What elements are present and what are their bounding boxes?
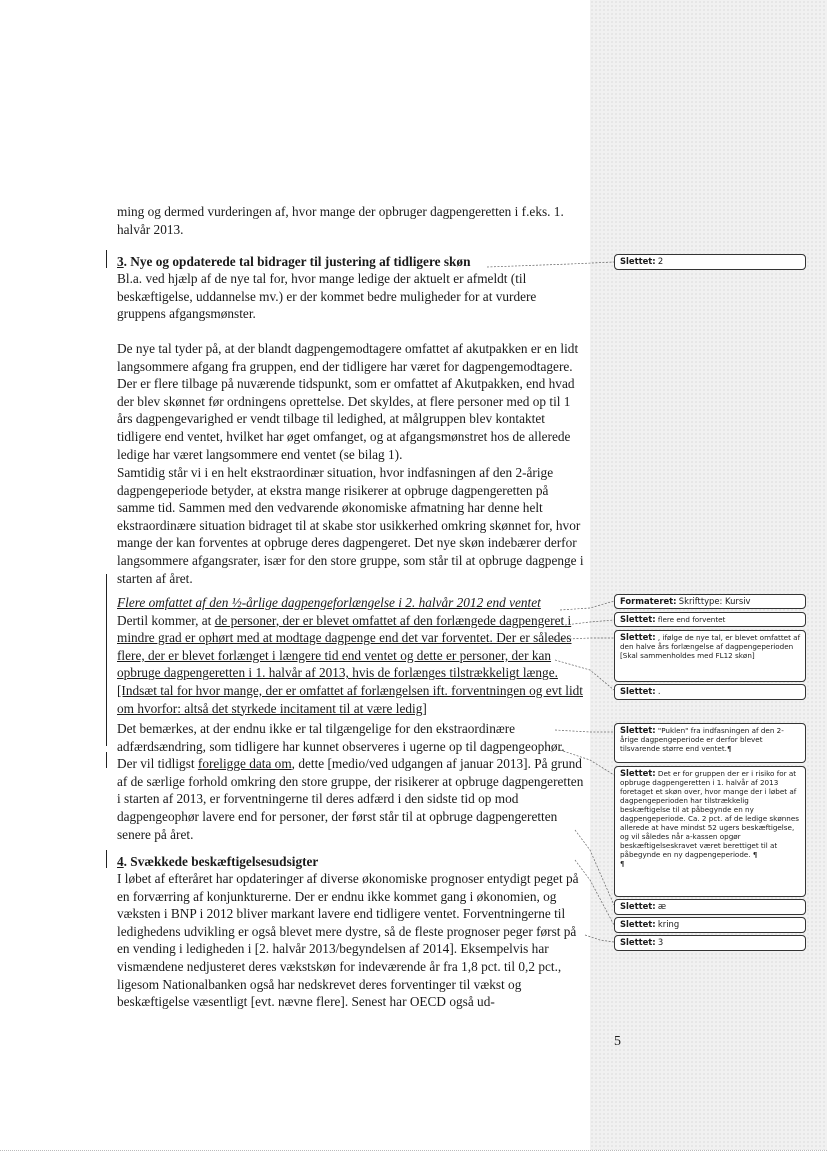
comment-balloon[interactable]: Slettet: flere end forventet: [614, 612, 806, 627]
inserted-text: foreligge data om: [197, 756, 292, 772]
heading-text: . Nye og opdaterede tal bidrager til justering af tidligere skøn: [123, 254, 471, 269]
paragraph-3: Samtidig står vi i en helt ekstraordinær situation, hvor indfasningen af den 2-årige dagpengeperiode betyder, at ekstra mange risikerer at opbruge dagpengeretten på samme tid. Sammen med den vedvarende økonomiske afmatning har denne helt ekstraordinære situation bidraget til at skabe stor usikkerhed omkring skønnet for, hvor mange der kan forventes at opbruge deres dagpengeret. Det nye skøn indebærer derfor langsommere afgangsrater, især for den store gruppe, som står til at opbruge dagpenge i starten af året.: [117, 465, 584, 586]
comment-balloon[interactable]: Slettet: æ: [614, 899, 806, 915]
comment-balloon[interactable]: Slettet: Det er for gruppen der er i risiko for at opbruge dagpengeretten i 1. halvår af 2013 foretaget et skøn over, hvor mange der i løbet af dagpengeperioden har tilstrækkelig beskæftigelse til at påbegynde en ny dagpengeperiode. Ca. 2 pct. af de ledige skønnes allerede at have mindst 52 ugers beskæftigelse, og vil således når a-kassen opgør beskæftigelseskravet været berettiget til at påbegynde en ny dagpengeperiode. ¶ ¶: [614, 766, 806, 897]
paragraph-4: Flere omfattet af den ½-årlige dagpengeforlængelse i 2. halvår 2012 end ventet Dertil kommer, at de personer, der er blevet omfattet af den forlængede dagpengeret i mindre grad er ophørt med at modtage dagpenge end det var forventet. Der er således flere, der er blevet forlænget i længere tid end ventet og dette er personer, der kan opbruge dagpengeretten i 1. halvår af 2013, hvis de forlænges tilstrækkeligt længe. [Indsæt tal for hvor mange, der er omfattet af forlængelsen ift. forventningen og evt lidt om hvorfor: altså det styrkede incitament til at være ledig]: [117, 595, 583, 716]
paragraph-intro: ming og dermed vurderingen af, hvor mange der opbruger dagpengeretten i f.eks. 1. halvår 2013.: [117, 204, 564, 237]
page-bottom-edge: [0, 1150, 827, 1152]
paragraph-2: De nye tal tyder på, at der blandt dagpengemodtagere omfattet af akutpakken er en lidt langsommere afgang fra gruppen, end der tidligere har været for dagpengemodtagere. Der er flere tilbage på nuværende tidspunkt, som er omfattet af Akutpakken, end hvad der blev skønnet før ordningens oprettelse. Det skyldes, at flere personer med op til 1 års dagpengevarighed er vendt tilbage til ledighed, at målgruppen blev kontaktet tidligere end ventet, hvilket har øget omfanget, og at afgangsmønstret hos de allerede ledige har været langsommere end ventet (se bilag 1).: [117, 341, 579, 462]
heading-number: 3: [117, 254, 124, 269]
comment-balloon[interactable]: Slettet: .: [614, 684, 806, 700]
comment-balloon[interactable]: Slettet: 2: [614, 254, 806, 270]
comment-balloon[interactable]: Slettet: "Puklen" fra indfasningen af den 2-årige dagpengeperiode er derfor blevet tilsvarende større end ventet.¶: [614, 723, 806, 763]
inserted-subheading: Flere omfattet af den ½-årlige dagpengeforlængelse i 2. halvår 2012 end ventet: [117, 595, 541, 610]
heading-text: . Svækkede beskæftigelsesudsigter: [123, 854, 319, 869]
paragraph-6: I løbet af efteråret har opdateringer af diverse økonomiske prognoser entydigt peget på en forværring af konjunkturerne. Der er endnu ikke kommet gang i økonomien, og væksten i BNP i 2012 bliver markant lavere end tidligere ventet. Forventningerne til ledighedens udvikling er også blevet mere dystre, så de fleste prognoser peger først på en vending i ledigheden i [2. halvår 2013/begyndelsen af 2014]. Eksempelvis har vismændene nedjusteret deres vækstskøn for indeværende år fra 1,8 pct. til 0,2 pct., ligesom Nationalbanken også har nedskrevet deres forventinger til vækst og beskæftigelse væsentligt [evt. nævne flere]. Senest har OECD også ud-: [117, 871, 579, 1010]
heading-number: 4: [117, 854, 124, 869]
page-number: 5: [614, 1034, 621, 1049]
comment-balloon[interactable]: Formateret: Skrifttype: Kursiv: [614, 594, 806, 609]
paragraph-5: Det bemærkes, at der endnu ikke er tal tilgængelige for den ekstraordinære adfærdsændring, som tidligere har kunnet observeres i ugerne op til dagpengeophør. Der vil tidligst foreligge data om, dette [medio/ved udgangen af januar 2013]. På grund af de særlige forhold omkring den store gruppe, der risikerer at opbruge dagpengeretten i starten af 2013, er forventningerne til deres adfærd i den sidste tid op mod dagpengeophør lavere end for personer, der først står til at opbruge dagpengeretten senere på året.: [117, 721, 584, 842]
comment-balloon[interactable]: Slettet: 3: [614, 935, 806, 951]
inserted-text: de personer, der er blevet omfattet af den forlængede dagpengeret i mindre grad er ophørt med at modtage dagpenge end det var forventet. Der er således flere, der er blevet forlænget i længere tid end ventet og dette er personer, der kan opbruge dagpengeretten i 1. halvår af 2013, hvis de forlænges tilstrækkeligt længe. [Indsæt tal for hvor mange, der er omfattet af forlængelsen ift. forventningen og evt lidt om hvorfor: altså det styrkede incitament til at være ledig]: [117, 612, 583, 716]
paragraph-1: Bl.a. ved hjælp af de nye tal for, hvor mange ledige der aktuelt er afmeldt (til beskæftigelse, uddannelse mv.) er der kommet bedre muligheder for at vurdere gruppens afgangsmønster.: [117, 271, 537, 322]
comment-balloon[interactable]: Slettet: , ifølge de nye tal, er blevet omfattet af den halve års forlængelse af dagpengeperioden [Skal sammenholdes med FL12 skøn]: [614, 630, 806, 682]
comment-balloon[interactable]: Slettet: kring: [614, 917, 806, 933]
